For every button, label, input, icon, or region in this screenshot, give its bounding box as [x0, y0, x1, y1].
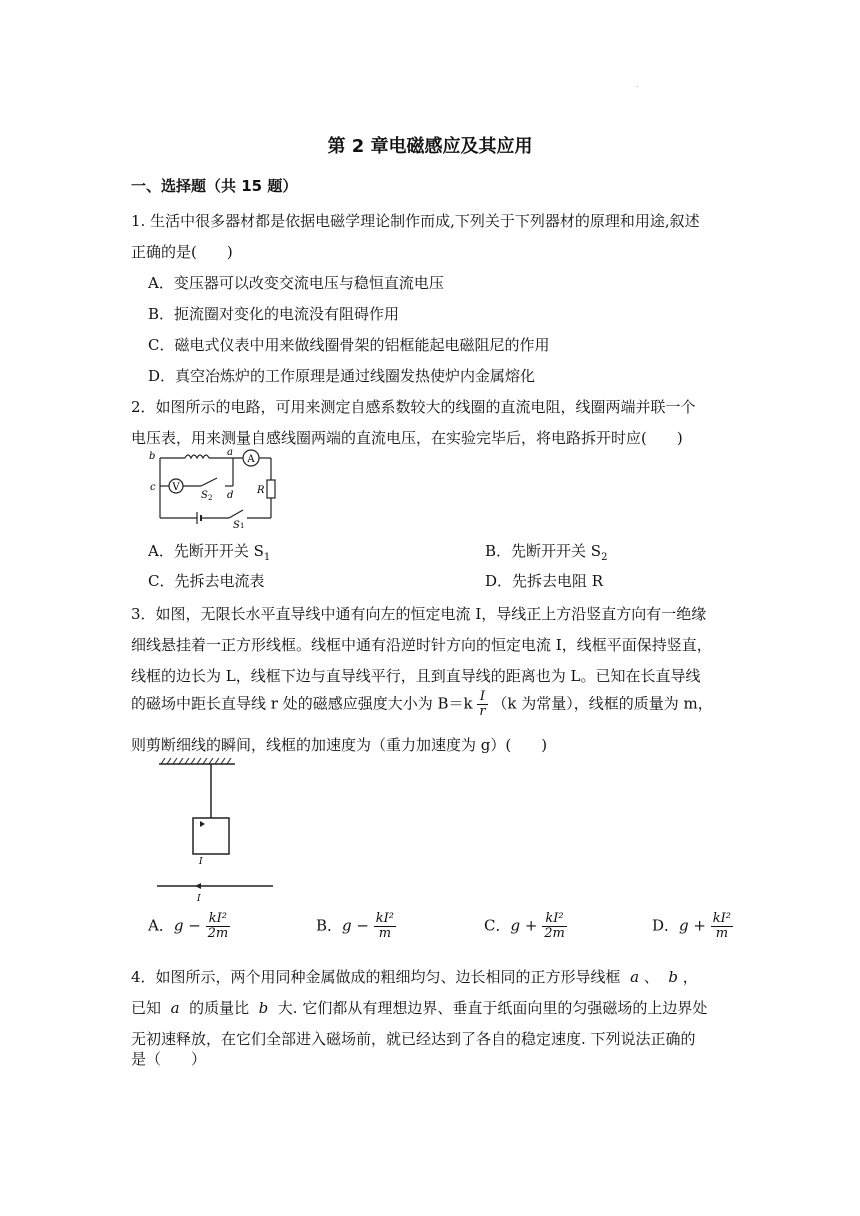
q2-option-d: D．先拆去电阻 R [485, 572, 604, 590]
q4-stem-line4: 是（ ） [131, 1050, 207, 1068]
q1-option-d: D．真空冶炼炉的工作原理是通过线圈发热使炉内金属熔化 [148, 367, 536, 385]
resistor-icon [267, 480, 275, 498]
q1-stem-line1: 1. 生活中很多器材都是依据电磁学理论制作而成,下列关于下列器材的原理和用途,叙述 [131, 212, 700, 230]
page-title: 第 2 章电磁感应及其应用 [327, 136, 533, 157]
svg-text:b: b [149, 451, 156, 462]
svg-text:I: I [199, 857, 203, 867]
q3-option-a: A．g − $\frac{\text{kI²}}{2m}$ [148, 911, 229, 941]
q3-wire-loop-diagram [155, 758, 280, 908]
svg-text:S: S [233, 520, 240, 528]
svg-text:I: I [197, 894, 201, 904]
q3-stem-line3: 线框的边长为 L，线框下边与直导线平行，且到直导线的距离也为 L。已知在长直导线 [131, 667, 701, 685]
q3-stem-line5: 则剪断细线的瞬间，线框的加速度为（重力加速度为 g）( ) [131, 736, 548, 754]
q3-stem-line1: 3．如图，无限长水平直导线中通有向左的恒定电流 I，导线正上方沿竖直方向有一绝缘 [131, 605, 707, 623]
q2-option-a: A．先断开开关 $S_1$ [148, 542, 271, 563]
q3-stem-line4: 的磁场中距长直导线 r 处的磁感应强度大小为 B＝k $\frac{I}{r}$ （k 为常量），线框的质量为 m， [131, 689, 713, 719]
svg-text:a: a [227, 448, 233, 458]
svg-text:c: c [150, 482, 156, 493]
svg-text:A: A [247, 454, 255, 465]
q3-stem-line2: 细线悬挂着一正方形线框。线框中通有沿逆时针方向的恒定电流 I，线框平面保持竖直， [131, 636, 712, 654]
q2-stem-line1: 2．如图所示的电路，可用来测定自感系数较大的线圈的直流电阻，线圈两端并联一个 [131, 398, 696, 416]
q1-stem-line2: 正确的是( ) [131, 243, 233, 261]
switch-s1-icon [229, 510, 243, 518]
q3-option-c: C．g + $\frac{\text{kI²}}{2m}$ [484, 911, 565, 941]
q3-option-d: D．g + $\frac{\text{kI²}}{m}$ [652, 911, 731, 941]
header-dot: . [636, 80, 639, 89]
svg-text:R: R [257, 485, 265, 496]
q2-option-c: C．先拆去电流表 [148, 572, 265, 590]
square-loop [193, 818, 229, 854]
q1-option-b: B．扼流圈对变化的电流没有阻碍作用 [148, 305, 400, 323]
q3-fraction-i-over-r: $\frac{I}{r}$ [479, 689, 486, 719]
inductor-icon [185, 455, 209, 458]
switch-s2-icon [201, 478, 217, 486]
q3-options [148, 912, 748, 952]
q4-stem-line2: 已知 a 的质量比 b 大. 它们都从有理想边界、垂直于纸面向里的匀强磁场的上边界处 [131, 999, 708, 1017]
q2-option-b: B．先断开开关 $S_2$ [485, 542, 608, 563]
q1-option-c: C．磁电式仪表中用来做线圈骨架的铝框能起电磁阻尼的作用 [148, 336, 550, 354]
q3-option-b: B．g − $\frac{\text{kI²}}{m}$ [316, 911, 394, 941]
svg-text:2: 2 [208, 494, 213, 502]
svg-text:V: V [172, 482, 180, 493]
section-heading: 一、选择题（共 15 题） [131, 177, 298, 195]
svg-text:S: S [201, 490, 208, 501]
q2-stem-line2: 电压表，用来测量自感线圈两端的直流电压，在实验完毕后，将电路拆开时应( ) [131, 429, 683, 447]
svg-text:d: d [227, 490, 234, 501]
q2-circuit-diagram [145, 448, 285, 528]
q4-stem-line1: 4．如图所示，两个用同种金属做成的粗细均匀、边长相同的正方形导线框 a 、 b ， [131, 968, 698, 986]
arrow-left-icon [200, 821, 205, 827]
svg-text:1: 1 [240, 522, 245, 528]
q4-stem-line3: 无初速释放，在它们全部进入磁场前，就已经达到了各自的稳定速度. 下列说法正确的 [131, 1030, 696, 1048]
q1-option-a: A．变压器可以改变交流电压与稳恒直流电压 [148, 274, 444, 292]
arrow-left-icon [195, 883, 201, 889]
